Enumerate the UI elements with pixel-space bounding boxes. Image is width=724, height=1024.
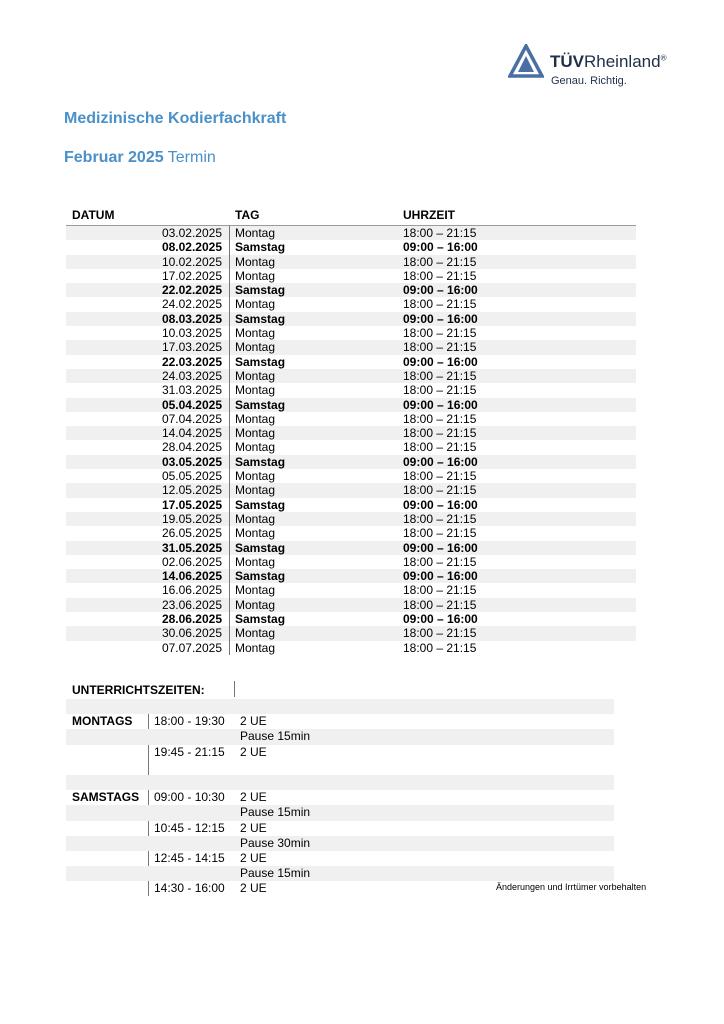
time-cell: 18:00 – 21:15 <box>403 226 477 240</box>
table-row <box>66 240 636 254</box>
date-cell: 28.04.2025 <box>161 440 222 455</box>
column-divider <box>229 526 230 540</box>
time-range-cell: 09:00 - 10:30 <box>154 790 225 805</box>
day-cell: Samstag <box>235 540 286 555</box>
time-cell: 18:00 – 21:15 <box>403 626 477 641</box>
time-range-cell: 14:30 - 16:00 <box>154 881 225 896</box>
day-cell: Montag <box>235 426 276 441</box>
time-cell: 18:00 – 21:15 <box>403 597 477 612</box>
unit-cell: Pause 30min <box>240 835 311 850</box>
schedule-row <box>66 851 614 866</box>
time-cell: 09:00 – 16:00 <box>403 354 478 369</box>
date-cell: 24.02.2025 <box>161 297 222 312</box>
time-range-cell: 10:45 - 12:15 <box>154 820 225 835</box>
table-row <box>66 369 636 383</box>
column-divider <box>229 612 230 626</box>
date-cell: 08.02.2025 <box>161 240 222 255</box>
column-divider <box>229 312 230 326</box>
table-row <box>66 283 636 297</box>
column-divider <box>229 598 230 612</box>
table-row <box>66 626 636 640</box>
date-cell: 14.04.2025 <box>161 426 222 441</box>
table-row <box>66 455 636 469</box>
time-cell: 18:00 – 21:15 <box>403 383 477 398</box>
time-range-cell: 19:45 - 21:15 <box>154 744 225 759</box>
date-cell: 26.05.2025 <box>161 526 222 541</box>
date-cell: 17.03.2025 <box>161 340 222 355</box>
date-cell: 31.05.2025 <box>161 540 222 555</box>
column-divider <box>229 412 230 426</box>
time-cell: 09:00 – 16:00 <box>403 540 478 555</box>
column-divider <box>229 583 230 597</box>
column-divider <box>229 297 230 311</box>
time-cell: 09:00 – 16:00 <box>403 612 478 627</box>
day-cell: Montag <box>235 340 276 355</box>
header-day: TAG <box>235 208 260 222</box>
dates-table-header <box>66 206 636 226</box>
date-cell: 14.06.2025 <box>161 569 222 584</box>
column-divider <box>229 455 230 469</box>
schedule-row <box>66 790 614 805</box>
day-cell: Samstag <box>235 240 286 255</box>
day-cell: Montag <box>235 268 276 283</box>
page-title: Medizinische Kodierfachkraft <box>64 110 287 127</box>
table-row <box>66 598 636 612</box>
date-cell: 03.02.2025 <box>161 226 222 240</box>
table-row <box>66 512 636 526</box>
schedule-row <box>66 775 614 790</box>
table-row <box>66 312 636 326</box>
time-cell: 18:00 – 21:15 <box>403 254 477 269</box>
day-cell: Montag <box>235 626 276 641</box>
column-divider <box>229 226 230 240</box>
table-row <box>66 426 636 440</box>
column-divider <box>229 283 230 297</box>
day-cell: Montag <box>235 469 276 484</box>
column-divider <box>229 340 230 354</box>
day-cell: Samstag <box>235 569 286 584</box>
date-cell: 24.03.2025 <box>161 368 222 383</box>
time-cell: 18:00 – 21:15 <box>403 411 477 426</box>
weekday-cell: SAMSTAGS <box>72 790 140 805</box>
unit-cell: 2 UE <box>240 820 267 835</box>
time-cell: 18:00 – 21:15 <box>403 368 477 383</box>
date-cell: 12.05.2025 <box>161 483 222 498</box>
time-cell: 18:00 – 21:15 <box>403 426 477 441</box>
column-divider <box>229 498 230 512</box>
date-cell: 30.06.2025 <box>161 626 222 641</box>
date-cell: 19.05.2025 <box>161 511 222 526</box>
time-cell: 09:00 – 16:00 <box>403 311 478 326</box>
column-divider <box>229 326 230 340</box>
day-cell: Montag <box>235 226 276 240</box>
column-divider <box>229 512 230 526</box>
column-divider <box>229 626 230 640</box>
table-row <box>66 440 636 454</box>
logo-wordmark: TÜVRheinland® <box>550 52 667 71</box>
column-divider <box>229 569 230 583</box>
date-cell: 16.06.2025 <box>161 583 222 598</box>
date-cell: 03.05.2025 <box>161 454 222 469</box>
table-row <box>66 569 636 583</box>
time-cell: 18:00 – 21:15 <box>403 268 477 283</box>
time-cell: 18:00 – 21:15 <box>403 511 477 526</box>
time-cell: 18:00 – 21:15 <box>403 340 477 355</box>
table-row <box>66 483 636 497</box>
date-cell: 23.06.2025 <box>161 597 222 612</box>
table-row <box>66 398 636 412</box>
time-cell: 18:00 – 21:15 <box>403 583 477 598</box>
unit-cell: 2 UE <box>240 850 267 865</box>
schedule-body <box>66 699 614 896</box>
day-cell: Montag <box>235 326 276 341</box>
day-cell: Samstag <box>235 397 286 412</box>
page-subtitle: Februar 2025 Termin <box>64 149 216 166</box>
schedule-title: UNTERRICHTSZEITEN: <box>72 683 205 697</box>
time-cell: 18:00 – 21:15 <box>403 526 477 541</box>
column-divider <box>229 555 230 569</box>
day-cell: Montag <box>235 383 276 398</box>
column-divider <box>229 541 230 555</box>
time-cell: 18:00 – 21:15 <box>403 554 477 569</box>
date-cell: 10.02.2025 <box>161 254 222 269</box>
schedule-header <box>66 681 614 699</box>
day-cell: Montag <box>235 597 276 612</box>
column-divider <box>229 440 230 454</box>
table-row <box>66 641 636 655</box>
time-cell: 09:00 – 16:00 <box>403 569 478 584</box>
schedule-row <box>66 729 614 744</box>
table-row <box>66 469 636 483</box>
day-cell: Montag <box>235 526 276 541</box>
table-row <box>66 541 636 555</box>
table-row <box>66 297 636 311</box>
date-cell: 10.03.2025 <box>161 326 222 341</box>
date-cell: 07.04.2025 <box>161 411 222 426</box>
schedule-table <box>66 681 614 896</box>
unit-cell: Pause 15min <box>240 729 311 744</box>
tuv-rheinland-logo <box>508 44 688 92</box>
day-cell: Montag <box>235 254 276 269</box>
table-row <box>66 226 636 240</box>
table-row <box>66 340 636 354</box>
table-row <box>66 612 636 626</box>
time-cell: 09:00 – 16:00 <box>403 454 478 469</box>
schedule-row <box>66 760 614 775</box>
table-row <box>66 383 636 397</box>
header-divider <box>234 681 235 697</box>
table-row <box>66 498 636 512</box>
date-cell: 05.04.2025 <box>161 397 222 412</box>
time-range-cell: 12:45 - 14:15 <box>154 850 225 865</box>
unit-cell: 2 UE <box>240 744 267 759</box>
day-cell: Montag <box>235 583 276 598</box>
unit-cell: 2 UE <box>240 714 267 729</box>
time-cell: 18:00 – 21:15 <box>403 640 477 655</box>
column-divider <box>229 426 230 440</box>
table-row <box>66 269 636 283</box>
date-cell: 22.02.2025 <box>161 283 222 298</box>
date-cell: 22.03.2025 <box>161 354 222 369</box>
unit-cell: Pause 15min <box>240 805 311 820</box>
day-cell: Montag <box>235 297 276 312</box>
schedule-row <box>66 745 614 760</box>
time-cell: 18:00 – 21:15 <box>403 483 477 498</box>
time-cell: 09:00 – 16:00 <box>403 497 478 512</box>
time-cell: 18:00 – 21:15 <box>403 326 477 341</box>
time-cell: 18:00 – 21:15 <box>403 469 477 484</box>
day-cell: Montag <box>235 640 276 655</box>
column-divider <box>229 398 230 412</box>
date-cell: 17.05.2025 <box>161 497 222 512</box>
date-cell: 02.06.2025 <box>161 554 222 569</box>
day-cell: Montag <box>235 411 276 426</box>
header-date: DATUM <box>72 208 115 222</box>
column-divider <box>229 383 230 397</box>
table-row <box>66 583 636 597</box>
triangle-logo-icon <box>508 44 544 78</box>
day-cell: Samstag <box>235 311 286 326</box>
day-cell: Samstag <box>235 354 286 369</box>
date-cell: 08.03.2025 <box>161 311 222 326</box>
schedule-row <box>66 821 614 836</box>
column-divider <box>229 240 230 254</box>
time-range-cell: 18:00 - 19:30 <box>154 714 225 729</box>
day-cell: Montag <box>235 511 276 526</box>
day-cell: Montag <box>235 368 276 383</box>
table-row <box>66 412 636 426</box>
date-cell: 07.07.2025 <box>161 640 222 655</box>
column-divider <box>229 641 230 655</box>
schedule-row <box>66 805 614 820</box>
time-cell: 09:00 – 16:00 <box>403 283 478 298</box>
day-cell: Montag <box>235 554 276 569</box>
dates-table <box>66 206 636 655</box>
column-divider <box>229 269 230 283</box>
schedule-row <box>66 699 614 714</box>
day-cell: Montag <box>235 440 276 455</box>
logo-tagline: Genau. Richtig. <box>551 75 627 87</box>
time-cell: 09:00 – 16:00 <box>403 240 478 255</box>
time-cell: 18:00 – 21:15 <box>403 440 477 455</box>
header-time: UHRZEIT <box>403 208 455 222</box>
schedule-row <box>66 714 614 729</box>
unit-cell: 2 UE <box>240 881 267 896</box>
column-divider <box>229 469 230 483</box>
unit-cell: 2 UE <box>240 790 267 805</box>
column-divider <box>229 355 230 369</box>
day-cell: Samstag <box>235 497 286 512</box>
column-divider <box>229 483 230 497</box>
day-cell: Montag <box>235 483 276 498</box>
day-cell: Samstag <box>235 283 286 298</box>
date-cell: 05.05.2025 <box>161 469 222 484</box>
time-cell: 18:00 – 21:15 <box>403 297 477 312</box>
day-cell: Samstag <box>235 454 286 469</box>
dates-table-body <box>66 226 636 655</box>
weekday-cell: MONTAGS <box>72 714 133 729</box>
date-cell: 17.02.2025 <box>161 268 222 283</box>
table-row <box>66 526 636 540</box>
date-cell: 28.06.2025 <box>161 612 222 627</box>
schedule-row <box>66 836 614 851</box>
footnote: Änderungen und Irrtümer vorbehalten <box>496 882 647 892</box>
unit-cell: Pause 15min <box>240 866 311 881</box>
table-row <box>66 255 636 269</box>
column-divider <box>229 255 230 269</box>
time-cell: 09:00 – 16:00 <box>403 397 478 412</box>
day-cell: Samstag <box>235 612 286 627</box>
table-row <box>66 326 636 340</box>
table-row <box>66 555 636 569</box>
date-cell: 31.03.2025 <box>161 383 222 398</box>
column-divider <box>229 369 230 383</box>
schedule-row <box>66 866 614 881</box>
table-row <box>66 355 636 369</box>
